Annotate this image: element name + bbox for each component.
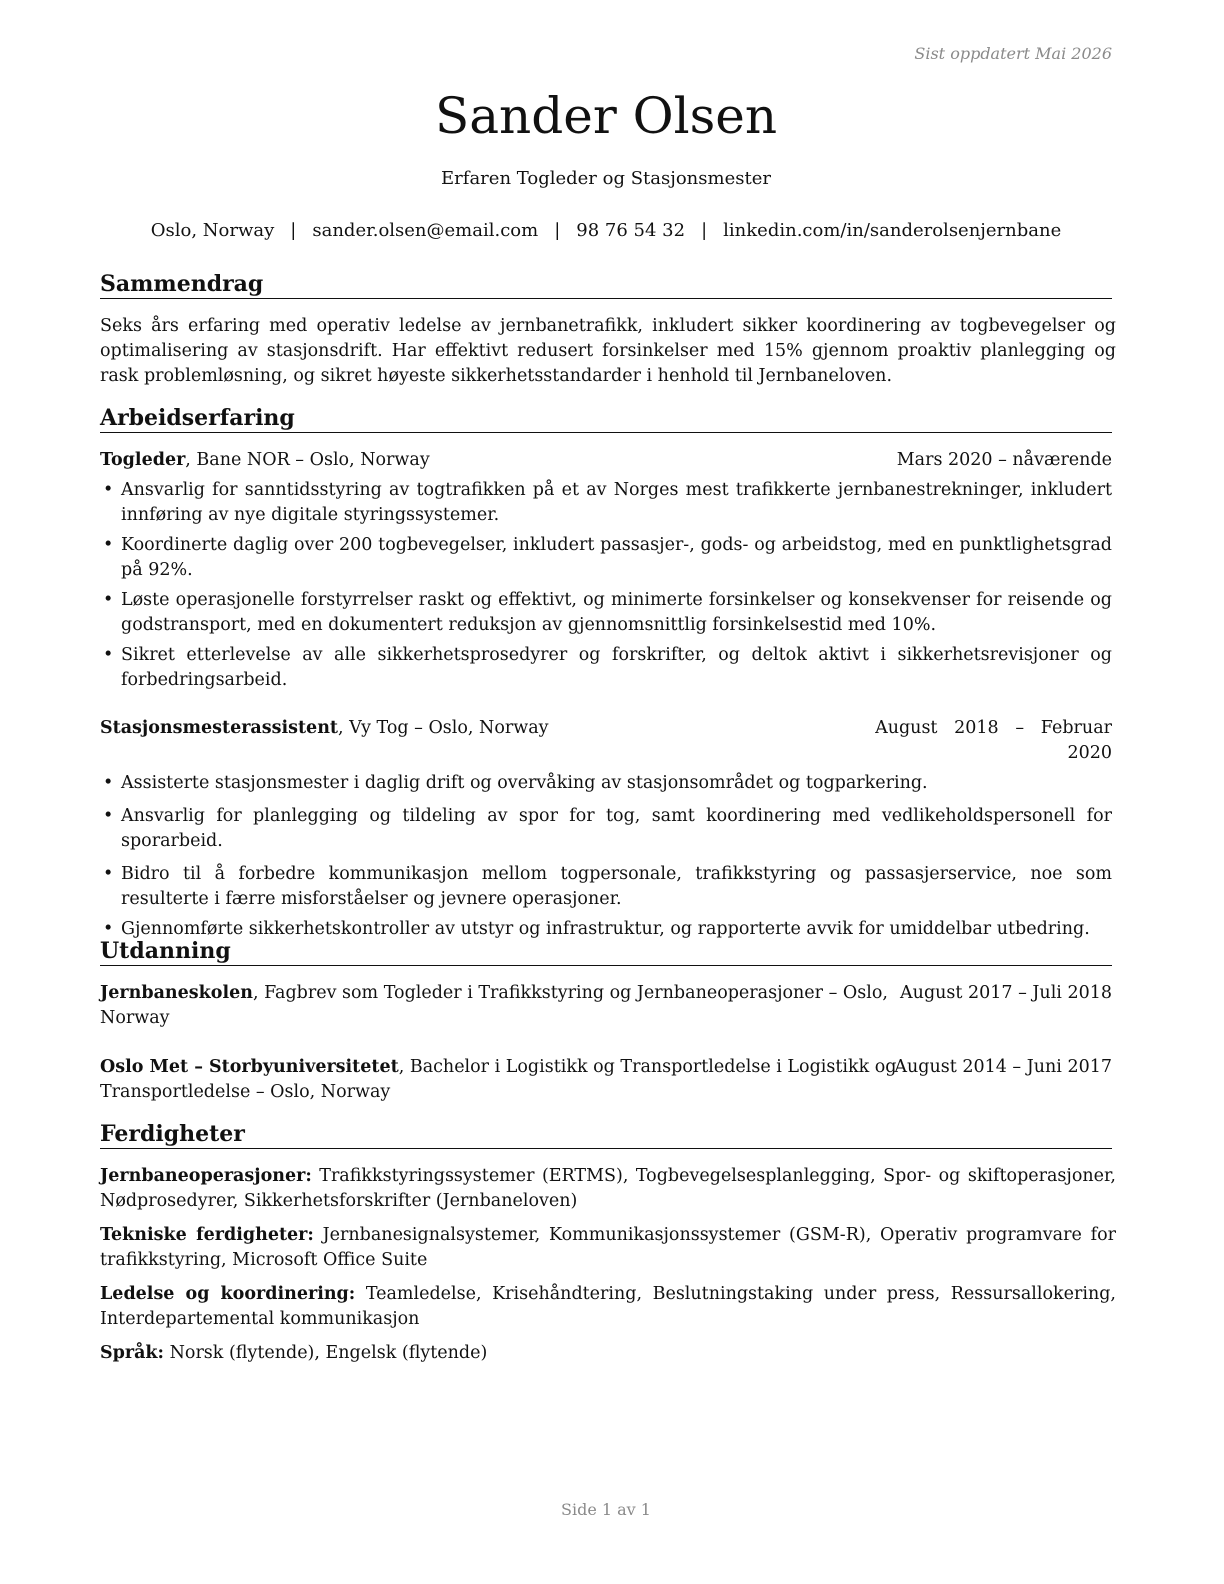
job-header (100, 716, 1112, 766)
tagline: Erfaren Togleder og Stasjonsmester (441, 168, 771, 189)
skill-group (100, 1223, 1116, 1273)
education-location: Transportledelse – Oslo, Norway (100, 1082, 391, 1102)
job-bullets (100, 771, 1112, 942)
job-bullet: • Sikret etterlevelse av alle sikkerhetsprosedyrer og forskrifter, og deltok aktivt i sikkerhetsrevisjoner og forbedringsarbeid. (103, 645, 1112, 690)
skill-text: Norsk (flytende), Engelsk (flytende) (164, 1343, 488, 1363)
skill-label: Språk: (100, 1343, 165, 1363)
job-bullets (100, 478, 1112, 693)
education-degree: , Bachelor i Logistikk og Transportledelse i Logistikk og (398, 1057, 897, 1077)
contact-separator: | (701, 220, 708, 241)
skill-label: Jernbaneoperasjoner: (100, 1166, 312, 1186)
skill-label: Tekniske ferdigheter: (100, 1225, 314, 1245)
contact-separator: | (554, 220, 561, 241)
section-title-skills: Ferdigheter (100, 1120, 1112, 1149)
job-org: , Vy Tog – Oslo, Norway (338, 718, 549, 738)
education-item (100, 1055, 1112, 1105)
job-dates: Mars 2020 – nåværende (896, 450, 1112, 470)
job-role: Stasjonsmesterassistent (100, 718, 339, 738)
job-role: Togleder (100, 450, 186, 470)
education-location: Norway (100, 1008, 170, 1028)
education-school: Jernbaneskolen (100, 983, 253, 1003)
contact-line (100, 218, 1112, 244)
education-dates: August 2014 – Juni 2017 (894, 1057, 1112, 1077)
section-title-experience: Arbeidserfaring (100, 404, 1112, 433)
job-org: , Bane NOR – Oslo, Norway (185, 450, 430, 470)
contact-location: Oslo, Norway (150, 220, 275, 241)
candidate-name: Sander Olsen (434, 87, 778, 145)
job-bullet: • Assisterte stasjonsmester i daglig drift og overvåking av stasjonsområdet og togparkering. (103, 773, 928, 793)
job-bullet: • Ansvarlig for sanntidsstyring av togtrafikken på et av Norges mest trafikkerte jernbanestrekninger, inkludert innføring av nye digitale styringssystemer. (103, 480, 1112, 525)
section-title-education: Utdanning (100, 937, 1112, 966)
summary-text: Seks års erfaring med operativ ledelse av jernbanetrafikk, inkludert sikker koordinering av togbevegelser og optimalisering av stasjonsdrift. Har effektivt redusert forsinkelser med 15% gjennom proaktiv planlegging og rask problemløsning, og sikret høyeste sikkerhetsstandarder i henhold til Jernbaneloven. (100, 316, 1116, 386)
section-title-summary: Sammendrag (100, 270, 1112, 299)
page-number: Side 1 av 1 (561, 1500, 651, 1519)
contact-linkedin-link[interactable]: linkedin.com/in/sanderolsenjernbane (723, 220, 1062, 241)
skill-group (100, 1282, 1116, 1332)
skill-text: Teamledelse, Krisehåndtering, Beslutningstaking under press, Ressursallokering, Interdepartemental kommunikasjon (100, 1284, 1116, 1329)
contact-email-link[interactable]: sander.olsen@email.com (312, 220, 539, 241)
education-dates: August 2017 – Juli 2018 (900, 983, 1112, 1003)
job-bullet: • Ansvarlig for planlegging og tildeling av spor for tog, samt koordinering med vedlikeholdspersonell for sporarbeid. (103, 806, 1112, 851)
skill-text: Jernbanesignalsystemer, Kommunikasjonssystemer (GSM-R), Operativ programvare for trafikkstyring, Microsoft Office Suite (100, 1225, 1116, 1270)
skill-group (100, 1164, 1116, 1214)
job-dates: August 2018 – Februar 2020 (875, 718, 1112, 763)
job-bullet: • Gjennomførte sikkerhetskontroller av utstyr og infrastruktur, og rapporterte avvik for umiddelbar utbedring. (103, 919, 1090, 939)
education-item (100, 981, 1112, 1031)
resume-page (100, 0, 1116, 1584)
job-bullet: • Koordinerte daglig over 200 togbevegelser, inkludert passasjer-, gods- og arbeidstog, med en punktlighetsgrad på 92%. (103, 535, 1112, 580)
skill-group (100, 1341, 1116, 1366)
education-school: Oslo Met – Storbyuniversitetet (100, 1057, 399, 1077)
job-bullet: • Løste operasjonelle forstyrrelser raskt og effektivt, og minimerte forsinkelser og konsekvenser for reisende og godstransport, med en dokumentert reduksjon av gjennomsnittlig forsinkelsestid med 10%. (103, 590, 1112, 635)
last-updated: Sist oppdatert Mai 2026 (914, 44, 1112, 63)
job-bullet: • Bidro til å forbedre kommunikasjon mellom togpersonale, trafikkstyring og passasjerservice, noe som resulterte i færre misforståelser og jevnere operasjoner. (103, 864, 1112, 909)
contact-phone: 98 76 54 32 (576, 220, 686, 241)
skill-text: Trafikkstyringssystemer (ERTMS), Togbevegelsesplanlegging, Spor- og skiftoperasjoner, Nødprosedyrer, Sikkerhetsforskrifter (Jernbaneloven) (100, 1166, 1116, 1211)
education-degree: , Fagbrev som Togleder i Trafikkstyring og Jernbaneoperasjoner – Oslo, (252, 983, 888, 1003)
contact-separator: | (290, 220, 297, 241)
skill-label: Ledelse og koordinering: (100, 1284, 356, 1304)
